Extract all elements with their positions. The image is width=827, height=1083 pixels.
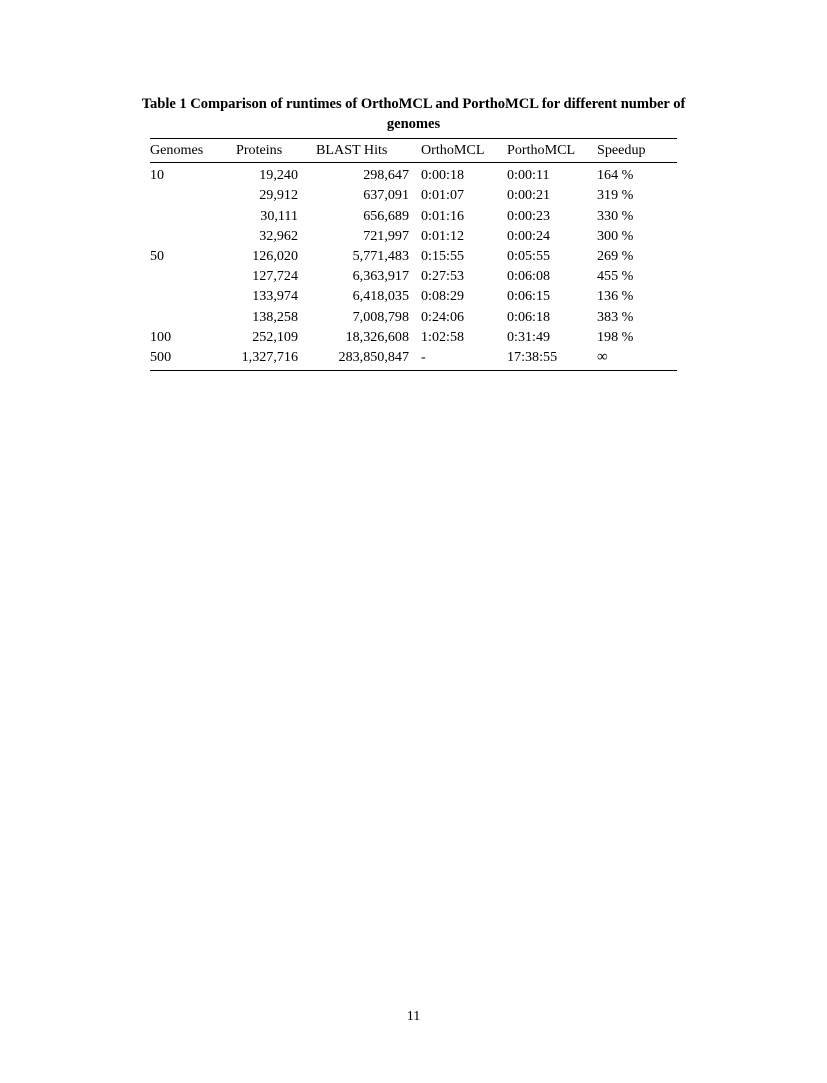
table-row bbox=[150, 347, 677, 371]
cell-blast: 721,997 bbox=[363, 227, 409, 244]
column-header-blast-hits: BLAST Hits bbox=[316, 142, 388, 158]
table-header-row bbox=[150, 139, 677, 163]
cell-ortho: 0:15:55 bbox=[421, 248, 465, 265]
page-number: 11 bbox=[406, 1008, 421, 1024]
cell-blast: 6,418,035 bbox=[352, 288, 409, 305]
cell-ortho: 0:01:12 bbox=[421, 227, 465, 244]
cell-proteins: 19,240 bbox=[259, 167, 298, 184]
cell-speedup: ∞ bbox=[597, 349, 608, 366]
table-row bbox=[150, 163, 677, 186]
cell-genomes bbox=[150, 286, 236, 306]
cell-ortho: 0:01:07 bbox=[421, 187, 465, 204]
cell-portho: 0:00:24 bbox=[507, 227, 551, 244]
table-row bbox=[150, 246, 677, 266]
cell-ortho: 0:01:16 bbox=[421, 207, 465, 224]
cell-blast: 298,647 bbox=[363, 167, 409, 184]
column-header-proteins: Proteins bbox=[236, 142, 283, 158]
cell-proteins: 127,724 bbox=[252, 268, 298, 285]
table-header bbox=[150, 139, 677, 163]
cell-proteins: 252,109 bbox=[252, 328, 298, 345]
cell-speedup: 136 % bbox=[597, 288, 634, 305]
table-row bbox=[150, 185, 677, 205]
cell-genomes bbox=[150, 266, 236, 286]
table-row bbox=[150, 226, 677, 246]
cell-blast: 283,850,847 bbox=[338, 349, 409, 366]
cell-portho: 0:06:18 bbox=[507, 308, 551, 325]
cell-speedup: 319 % bbox=[597, 187, 634, 204]
cell-portho: 0:06:15 bbox=[507, 288, 551, 305]
table-row bbox=[150, 307, 677, 327]
cell-genomes: 50 bbox=[150, 248, 165, 265]
cell-ortho: 0:24:06 bbox=[421, 308, 465, 325]
cell-proteins: 138,258 bbox=[252, 308, 298, 325]
cell-proteins: 32,962 bbox=[259, 227, 298, 244]
cell-ortho: 1:02:58 bbox=[421, 328, 465, 345]
cell-speedup: 455 % bbox=[597, 268, 634, 285]
column-header-speedup: Speedup bbox=[597, 142, 646, 158]
cell-genomes: 500 bbox=[150, 349, 172, 366]
cell-ortho: 0:08:29 bbox=[421, 288, 465, 305]
cell-portho: 17:38:55 bbox=[507, 349, 558, 366]
table-row bbox=[150, 286, 677, 306]
table-row bbox=[150, 206, 677, 226]
cell-portho: 0:06:08 bbox=[507, 268, 551, 285]
column-header-orthomcl: OrthoMCL bbox=[421, 142, 485, 158]
cell-speedup: 300 % bbox=[597, 227, 634, 244]
cell-speedup: 269 % bbox=[597, 248, 634, 265]
cell-speedup: 198 % bbox=[597, 328, 634, 345]
column-header-genomes: Genomes bbox=[150, 142, 204, 158]
cell-proteins: 133,974 bbox=[252, 288, 298, 305]
cell-genomes bbox=[150, 206, 236, 226]
table-caption: Table 1 Comparison of runtimes of OrthoMCL and PorthoMCL for different number of genomes bbox=[141, 96, 686, 132]
table-1-block bbox=[140, 94, 687, 371]
column-header-porthomcl: PorthoMCL bbox=[507, 142, 576, 158]
table-row bbox=[150, 327, 677, 347]
cell-genomes: 100 bbox=[150, 328, 172, 345]
cell-blast: 656,689 bbox=[363, 207, 409, 224]
cell-portho: 0:31:49 bbox=[507, 328, 551, 345]
cell-proteins: 29,912 bbox=[259, 187, 298, 204]
cell-proteins: 30,111 bbox=[260, 207, 298, 224]
cell-genomes bbox=[150, 226, 236, 246]
cell-genomes bbox=[150, 185, 236, 205]
cell-proteins: 126,020 bbox=[252, 248, 298, 265]
cell-ortho: 0:27:53 bbox=[421, 268, 465, 285]
cell-ortho: - bbox=[421, 349, 426, 366]
cell-speedup: 383 % bbox=[597, 308, 634, 325]
cell-ortho: 0:00:18 bbox=[421, 167, 465, 184]
cell-proteins: 1,327,716 bbox=[241, 349, 298, 366]
cell-portho: 0:00:21 bbox=[507, 187, 551, 204]
cell-blast: 637,091 bbox=[363, 187, 409, 204]
table-row bbox=[150, 266, 677, 286]
cell-blast: 18,326,608 bbox=[345, 328, 409, 345]
cell-blast: 7,008,798 bbox=[352, 308, 409, 325]
cell-portho: 0:00:11 bbox=[507, 167, 550, 184]
cell-genomes bbox=[150, 307, 236, 327]
cell-portho: 0:00:23 bbox=[507, 207, 551, 224]
cell-speedup: 330 % bbox=[597, 207, 634, 224]
cell-genomes: 10 bbox=[150, 167, 165, 184]
runtime-comparison-table bbox=[150, 138, 677, 371]
table-body bbox=[150, 163, 677, 371]
cell-speedup: 164 % bbox=[597, 167, 634, 184]
cell-blast: 6,363,917 bbox=[352, 268, 409, 285]
cell-blast: 5,771,483 bbox=[352, 248, 409, 265]
cell-portho: 0:05:55 bbox=[507, 248, 551, 265]
